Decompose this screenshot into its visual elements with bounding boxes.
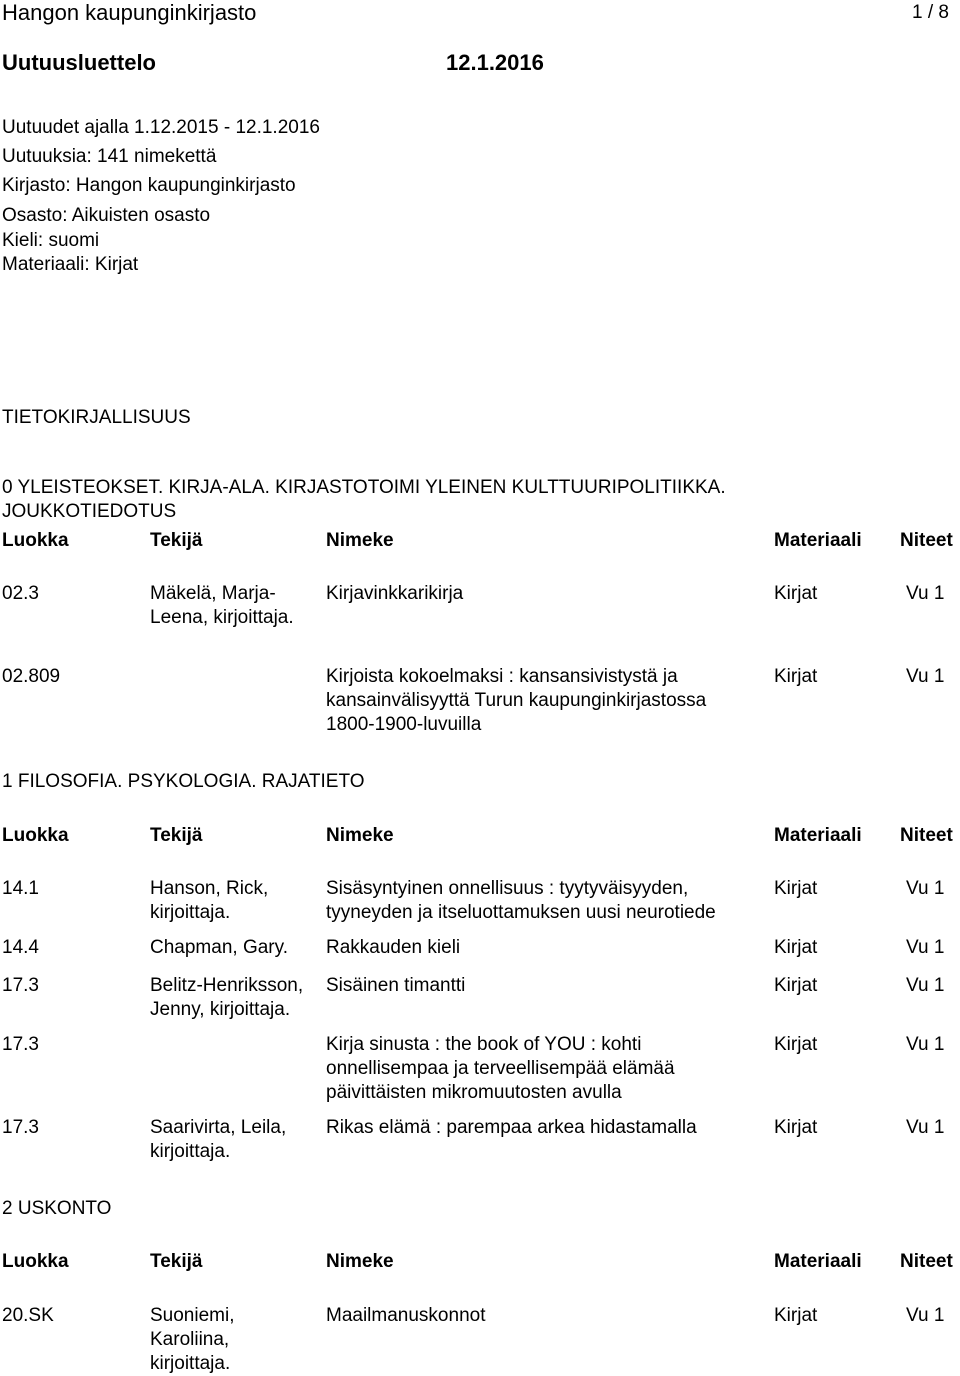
cell-niteet: Vu 1 (906, 878, 945, 899)
library-info: Kirjasto: Hangon kaupunginkirjasto (2, 175, 296, 196)
period-info: Uutuudet ajalla 1.12.2015 - 12.1.2016 (2, 117, 320, 138)
cell-niteet: Vu 1 (906, 1034, 945, 1055)
language-info: Kieli: suomi (2, 230, 100, 251)
cell-materiaali: Kirjat (774, 1117, 818, 1138)
cell-tekija: Hanson, Rick, kirjoittaja. (150, 878, 269, 923)
header-nimeke: Nimeke (326, 825, 394, 846)
cell-luokka: 14.4 (2, 937, 39, 958)
material-info: Materiaali: Kirjat (2, 254, 139, 275)
header-luokka: Luokka (2, 825, 69, 846)
cell-tekija: Saarivirta, Leila, kirjoittaja. (150, 1117, 287, 1162)
cell-luokka: 17.3 (2, 1117, 39, 1138)
count-info: Uutuuksia: 141 nimekettä (2, 146, 217, 167)
header-materiaali: Materiaali (774, 530, 862, 551)
section-title: 2 USKONTO (2, 1198, 112, 1219)
cell-niteet: Vu 1 (906, 583, 945, 604)
cell-luokka: 20.SK (2, 1305, 54, 1326)
cell-niteet: Vu 1 (906, 975, 945, 996)
cell-niteet: Vu 1 (906, 937, 945, 958)
header-nimeke: Nimeke (326, 530, 394, 551)
cell-nimeke: Kirja sinusta : the book of YOU : kohti onnellisempaa ja terveellisempää elämää päivittäisten mikromuutosten avulla (326, 1034, 675, 1103)
header-luokka: Luokka (2, 530, 69, 551)
cell-luokka: 02.3 (2, 583, 39, 604)
header-tekija: Tekijä (150, 530, 203, 551)
cell-materiaali: Kirjat (774, 1305, 818, 1326)
cell-luokka: 17.3 (2, 975, 39, 996)
header-tekija: Tekijä (150, 1251, 203, 1272)
cell-materiaali: Kirjat (774, 878, 818, 899)
cell-niteet: Vu 1 (906, 666, 945, 687)
header-materiaali: Materiaali (774, 825, 862, 846)
header-tekija: Tekijä (150, 825, 203, 846)
cell-luokka: 14.1 (2, 878, 39, 899)
cell-tekija: Chapman, Gary. (150, 937, 288, 958)
header-nimeke: Nimeke (326, 1251, 394, 1272)
cell-nimeke: Maailmanuskonnot (326, 1305, 486, 1326)
cell-materiaali: Kirjat (774, 666, 818, 687)
department-info: Osasto: Aikuisten osasto (2, 205, 211, 226)
cell-tekija: Mäkelä, Marja-Leena, kirjoittaja. (150, 583, 294, 628)
page-number: 1 / 8 (912, 2, 949, 23)
section-title: 0 YLEISTEOKSET. KIRJA-ALA. KIRJASTOTOIMI YLEINEN KULTTUURIPOLITIIKKA. JOUKKOTIEDOTUS (2, 477, 726, 522)
header-materiaali: Materiaali (774, 1251, 862, 1272)
cell-materiaali: Kirjat (774, 937, 818, 958)
header-niteet: Niteet (900, 825, 953, 846)
cell-nimeke: Sisäsyntyinen onnellisuus : tyytyväisyyden, tyyneyden ja itseluottamuksen uusi neurotiede (326, 878, 716, 923)
cell-nimeke: Rikas elämä : parempaa arkea hidastamalla (326, 1117, 697, 1138)
cell-materiaali: Kirjat (774, 583, 818, 604)
list-title: Uutuusluettelo (2, 50, 156, 75)
cell-luokka: 02.809 (2, 666, 61, 687)
cell-tekija: Suoniemi, Karoliina, kirjoittaja. (150, 1305, 235, 1374)
header-niteet: Niteet (900, 530, 953, 551)
cell-tekija: Belitz-Henriksson, Jenny, kirjoittaja. (150, 975, 304, 1020)
header-luokka: Luokka (2, 1251, 69, 1272)
cell-niteet: Vu 1 (906, 1305, 945, 1326)
cell-nimeke: Kirjavinkkarikirja (326, 583, 464, 604)
section-title: 1 FILOSOFIA. PSYKOLOGIA. RAJATIETO (2, 771, 365, 792)
category-title: TIETOKIRJALLISUUS (2, 407, 191, 428)
cell-materiaali: Kirjat (774, 1034, 818, 1055)
cell-niteet: Vu 1 (906, 1117, 945, 1138)
cell-luokka: 17.3 (2, 1034, 39, 1055)
cell-nimeke: Rakkauden kieli (326, 937, 461, 958)
cell-materiaali: Kirjat (774, 975, 818, 996)
cell-nimeke: Kirjoista kokoelmaksi : kansansivistystä ja kansainvälisyyttä Turun kaupunginkirjastossa 1800-1900-luvuilla (326, 666, 707, 735)
cell-nimeke: Sisäinen timantti (326, 975, 466, 996)
list-date: 12.1.2016 (446, 50, 544, 75)
header-niteet: Niteet (900, 1251, 953, 1272)
library-name: Hangon kaupunginkirjasto (2, 0, 257, 25)
